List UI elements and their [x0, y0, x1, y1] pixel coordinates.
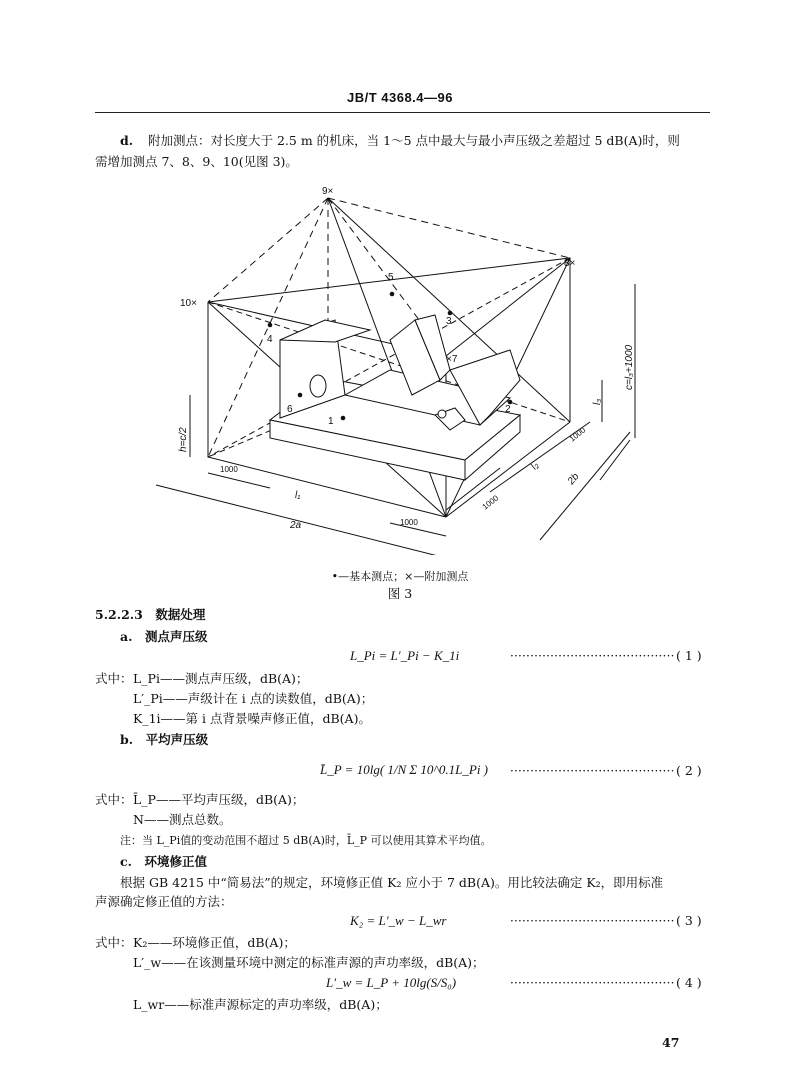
header-rule	[95, 112, 710, 113]
equation-3-leader: ·········································	[510, 914, 675, 928]
dim-1000-bottom: 1000	[400, 518, 418, 527]
point-3-dot	[448, 311, 453, 316]
point-7-label: ×7	[446, 354, 458, 365]
def-n: N——测点总数。	[133, 812, 232, 827]
item-d-line1: 附加测点：对长度大于 2.5 m 的机床，当 1～5 点中最大与最小声压级之差超过 5 dB(A)时，则	[148, 133, 680, 148]
equation-4: L′_w = L_P + 10lg(S/S₀)	[326, 975, 457, 990]
where-intro-a: 式中：	[95, 671, 133, 686]
subsection-a-label: a. 测点声压级	[120, 629, 208, 644]
equation-2-leader: ·········································	[510, 764, 675, 778]
item-d-marker: d.	[120, 133, 134, 148]
dim-1000-left: 1000	[220, 465, 238, 474]
where-intro-b: 式中：	[95, 792, 133, 807]
figure-legend: •—基本测点；×—附加测点	[331, 570, 469, 583]
point-2-label: 2	[505, 404, 511, 415]
box-top-right	[446, 258, 570, 356]
dim-1000-right-high: 1000	[567, 425, 588, 444]
note-b: 注：当 L_Pi值的变动范围不超过 5 dB(A)时，L̄_P 可以使用其算术平均值。	[120, 834, 492, 847]
dim-l2: l₂	[528, 460, 542, 472]
figure-3-diagram	[150, 180, 670, 555]
dim-l1: l₁	[295, 490, 301, 501]
point-6-label: 6	[287, 404, 293, 415]
equation-3-number: ( 3 )	[676, 913, 702, 928]
dim-h: h=c/2	[178, 427, 189, 452]
dim-2b: 2b	[565, 471, 582, 487]
def-lpi: L_Pi——测点声压级，dB(A)；	[133, 671, 309, 686]
def-k1i: K_1i——第 i 点背景噪声修正值，dB(A)。	[133, 711, 371, 726]
equation-1-leader: ·········································	[510, 649, 675, 663]
para-c-line1: 根据 GB 4215 中“简易法”的规定，环境修正值 K₂ 应小于 7 dB(A)。用比较法确定 K₂，即用标准	[120, 875, 664, 890]
equation-1-number: ( 1 )	[676, 648, 702, 663]
equation-3: K₂ = L′_w − L_wr	[350, 913, 447, 928]
equation-4-number: ( 4 )	[676, 975, 702, 990]
def-lpi-prime: L′_Pi——声级计在 i 点的读数值，dB(A)；	[133, 691, 374, 706]
point-9-label: 9×	[322, 186, 334, 197]
point-3-label: 3	[446, 316, 452, 327]
point-6-dot	[298, 393, 303, 398]
dim-c: c=l₃+1000	[624, 344, 635, 390]
equation-4-leader: ·········································	[510, 976, 675, 990]
equation-2: L̄_P = 10lg( 1/N Σ 10^0.1L_Pi )	[320, 762, 489, 777]
standard-header: JB/T 4368.4—96	[346, 90, 453, 105]
point-10-label: 10×	[180, 298, 197, 309]
def-lw-prime: L′_w——在该测量环境中测定的标准声源的声功率级，dB(A)；	[133, 955, 485, 970]
equation-1: L_Pi = L′_Pi − K_1i	[350, 648, 460, 663]
section-heading: 5.2.2.3 数据处理	[95, 607, 206, 622]
point-4-dot	[268, 323, 273, 328]
point-4-label: 4	[267, 334, 273, 345]
point-1-label: 1	[328, 416, 334, 427]
point-5-dot	[390, 292, 395, 297]
point-8-label: 8×	[564, 258, 576, 269]
point-5-label: 5	[388, 272, 394, 283]
def-k2: K₂——环境修正值，dB(A)；	[133, 935, 296, 950]
dim-2a: 2a	[290, 520, 302, 531]
def-lwr: L_wr——标准声源标定的声功率级，dB(A)；	[133, 997, 388, 1012]
figure-caption: 图 3	[387, 586, 413, 601]
dim-l3: l₃	[592, 398, 603, 405]
def-lp-bar: L̄_P——平均声压级，dB(A)；	[133, 792, 305, 807]
item-d-line2: 需增加测点 7、8、9、10(见图 3)。	[95, 154, 298, 169]
page-number: 47	[662, 1035, 680, 1050]
dim-1000-right-low: 1000	[480, 493, 501, 512]
subsection-c-label: c. 环境修正值	[120, 854, 207, 869]
subsection-b-label: b. 平均声压级	[120, 732, 209, 747]
para-c-line2: 声源确定修正值的方法：	[95, 894, 233, 909]
point-1-dot	[341, 416, 346, 421]
where-intro-c: 式中：	[95, 935, 133, 950]
equation-2-number: ( 2 )	[676, 763, 702, 778]
